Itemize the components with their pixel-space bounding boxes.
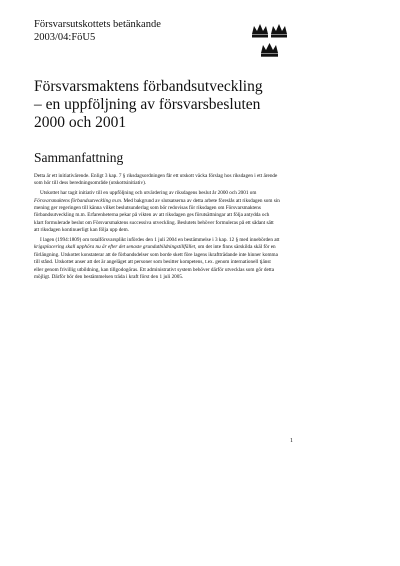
three-crowns-icon	[250, 22, 290, 60]
paragraph-2-emphasis: Försvarsmaktens förbandsutveckling m.m.	[34, 197, 123, 204]
paragraph-3-emphasis: krigsplacering skall upphöra nu är efter det senaste grundutbildningstillfället	[34, 244, 196, 251]
title-line-1: Försvarsmaktens förbandsutveckling	[34, 78, 263, 95]
paragraph-1: Detta är ett initiativärende. Enligt 3 kap. 7 § riksdagsordningen får ett utskott väcka förslag hos riksdagen i ett ärende som hör till dess beredningsområde (utskottsinitiativ).	[34, 173, 278, 187]
title-line-3: 2000 och 2001	[34, 114, 127, 131]
paragraph-2-pre: Utskottet har tagit initiativ till en uppföljning och utvärdering av riksdagens beslut år 2000 och 2001 om	[40, 190, 257, 197]
report-number: 2003/04:FöU5	[34, 32, 96, 43]
title-line-2: – en uppföljning av försvarsbesluten	[34, 96, 261, 113]
committee-name: Försvarsutskottets betänkande	[34, 19, 161, 30]
paragraph-3	[34, 237, 280, 281]
section-heading: Sammanfattning	[34, 150, 124, 165]
paragraph-3-post: , om det inte finns särskilda skäl för en förlängning. Utskottet konstaterar att de förbandsdelser som borde skett före lagens ikraftträdande inte hinner komma till stånd. Utskottet anser att det är angeläget att personer som besitter kompetens, t.ex. genom internationell tjänst eller genom frivillig utbildning, kan tillgodogöras. Ett administrativt system behöver därför utvecklas som gör detta möjligt. Därför bör den bestämmelsen träda i kraft först den 1 juli 2005.	[34, 244, 278, 281]
paragraph-2	[34, 190, 280, 234]
document-header	[34, 18, 161, 44]
paragraph-3-pre: I lagen (1994:1809) om totalförsvarsplikt infördes den 1 juli 2004 en bestämmelse i 3 kap. 12 § med innebörden att	[40, 237, 280, 244]
paragraph-2-post: Med bakgrund av slutsatserna av detta arbete föreslås att riksdagen som sin mening ger regeringen till känna vilket beslutsunderlag som bör redovisas för riksdagen om Försvarsmaktens förbandsutveckling m.m. Erfarenheterna pekar på vikten av att riksdagen ges förutsättningar att följa antydda och klart formulerade beslut om Försvarsmaktens successiva utveckling. Beslutets behöver formuleras på ett sådant sätt att riksdagen kontinuerligt kan följa upp dem.	[34, 197, 280, 234]
document-title	[34, 78, 354, 132]
page-number: 1	[290, 438, 293, 444]
summary-body	[34, 173, 280, 284]
